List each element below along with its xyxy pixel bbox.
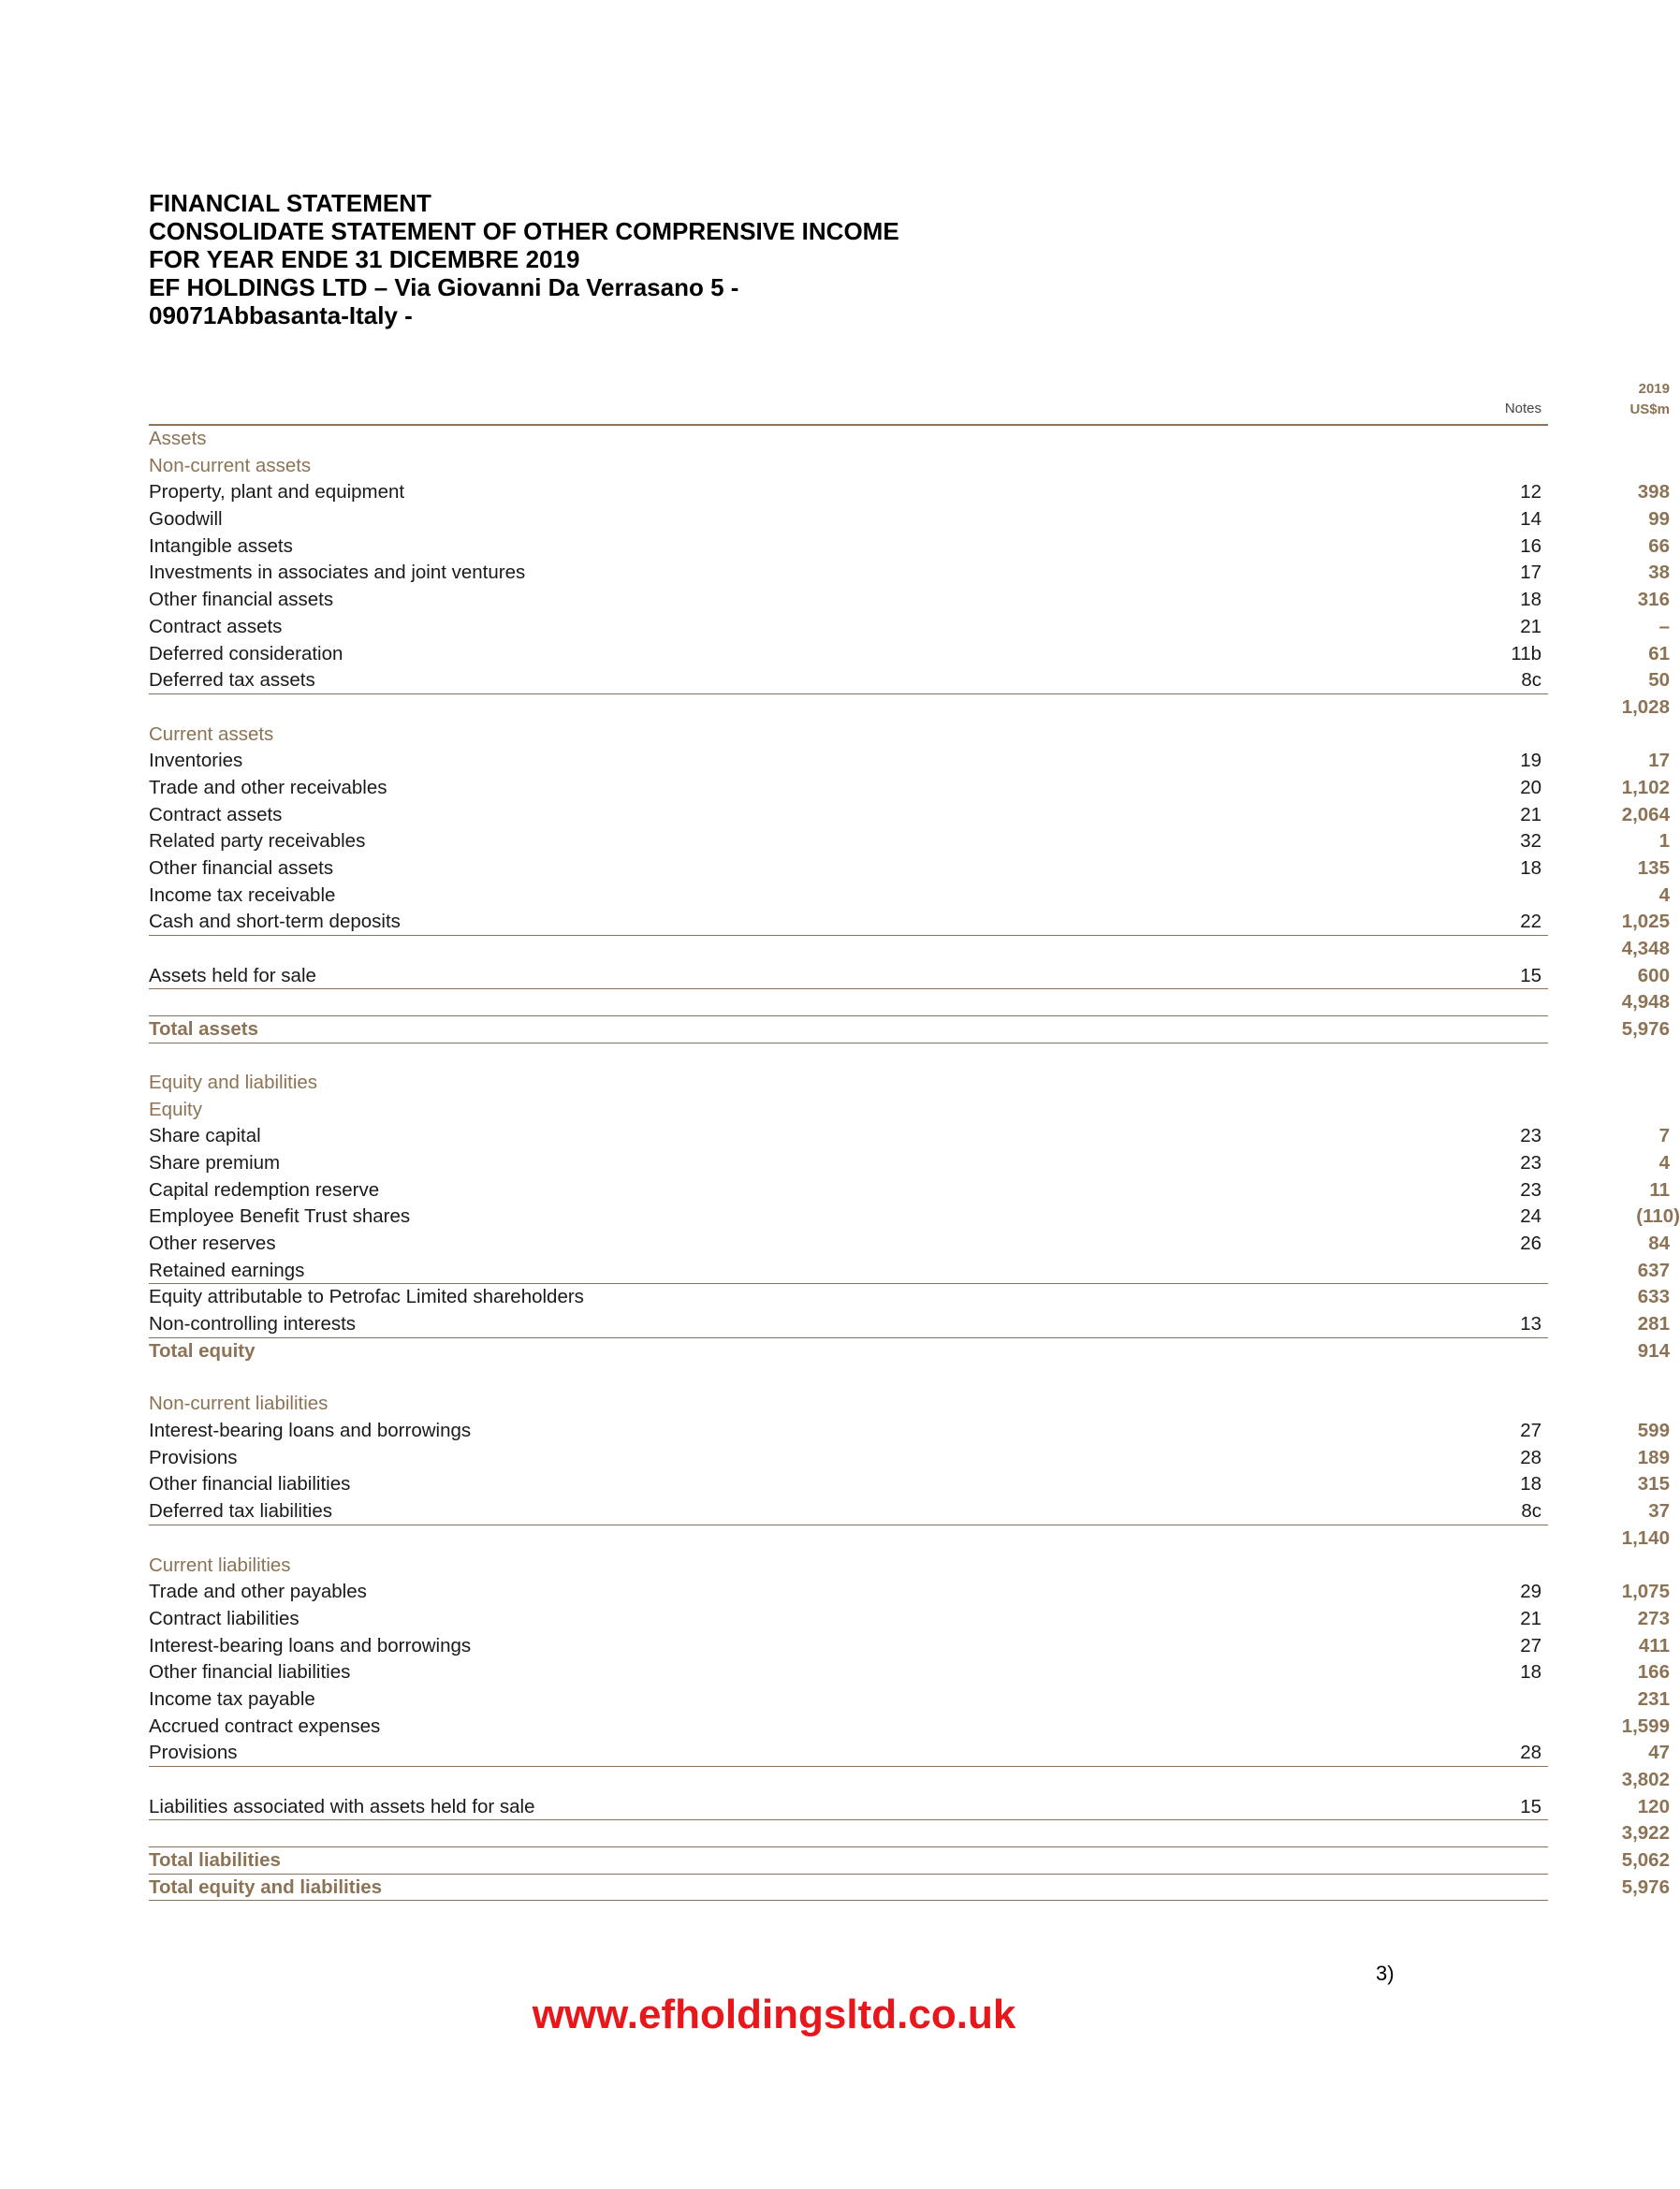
row-label: Share premium [149, 1151, 281, 1174]
table-row [149, 1311, 1670, 1338]
row-value: 17 [1648, 750, 1670, 772]
row-label: Current liabilities [149, 1554, 291, 1576]
row-label: Non-current assets [149, 454, 312, 476]
row-value: 1,102 [1621, 776, 1670, 798]
table-row [149, 479, 1670, 506]
row-value: 1,025 [1621, 911, 1670, 933]
row-value: 637 [1637, 1259, 1670, 1281]
row-label: Non-current liabilities [149, 1393, 329, 1415]
row-value: 135 [1637, 857, 1670, 879]
row-value: 5,062 [1621, 1849, 1670, 1872]
row-note: 28 [1520, 1742, 1541, 1764]
row-value: 231 [1637, 1687, 1670, 1710]
balance-sheet-table [149, 426, 1680, 1901]
row-label: Other financial liabilities [149, 1473, 351, 1496]
subtotal-row [149, 694, 1670, 722]
row-note: 23 [1520, 1151, 1541, 1174]
table-row [149, 1231, 1670, 1258]
year-column-header [1431, 379, 1670, 420]
table-row [149, 1633, 1670, 1660]
row-label: Investments in associates and joint ventures [149, 562, 526, 584]
total-liabilities-row [149, 1847, 1670, 1875]
table-row [149, 506, 1670, 533]
row-value: 1,599 [1621, 1715, 1670, 1737]
row-value: 1,140 [1621, 1526, 1670, 1549]
row-label: Provisions [149, 1446, 238, 1468]
table-row [149, 1284, 1670, 1311]
row-note: 17 [1520, 562, 1541, 584]
row-note: 21 [1520, 615, 1541, 637]
row-label: Total assets [149, 1018, 258, 1041]
spacer [149, 1043, 1548, 1070]
header-period: FOR YEAR ENDE 31 DICEMBRE 2019 [149, 245, 580, 273]
section-heading [149, 1097, 1548, 1124]
row-note: 23 [1520, 1125, 1541, 1147]
header-title: FINANCIAL STATEMENT [149, 189, 431, 217]
row-value: 2,064 [1621, 803, 1670, 825]
row-value: 37 [1648, 1500, 1670, 1523]
header-company-address: EF HOLDINGS LTD – Via Giovanni Da Verrasano 5 - [149, 273, 739, 301]
table-row [149, 775, 1670, 802]
row-value: 411 [1638, 1634, 1670, 1656]
row-label: Inventories [149, 750, 243, 772]
table-row [149, 1471, 1670, 1498]
row-value: 281 [1637, 1313, 1670, 1335]
row-label: Equity attributable to Petrofac Limited shareholders [149, 1286, 584, 1308]
table-row [149, 641, 1670, 668]
row-label: Other financial assets [149, 589, 334, 611]
table-row [149, 909, 1670, 936]
header-company-city: 09071Abbasanta-Italy - [149, 301, 413, 329]
subtotal-row [149, 1820, 1670, 1847]
row-label: Income tax payable [149, 1687, 315, 1710]
table-row [149, 1659, 1670, 1686]
row-label: Current assets [149, 722, 274, 745]
row-value: 120 [1637, 1795, 1670, 1817]
row-label: Other financial liabilities [149, 1661, 351, 1684]
section-heading [149, 722, 1548, 749]
table-row [149, 560, 1670, 587]
total-assets-row [149, 1016, 1670, 1043]
row-value: 633 [1637, 1286, 1670, 1308]
row-label: Share capital [149, 1125, 261, 1147]
row-note: 22 [1520, 911, 1541, 933]
row-note: 20 [1520, 776, 1541, 798]
table-row [149, 1123, 1670, 1150]
row-note: 32 [1520, 830, 1541, 853]
row-note: 26 [1520, 1232, 1541, 1254]
row-value: 4,948 [1621, 991, 1670, 1014]
row-value: 273 [1637, 1607, 1670, 1629]
row-value: 398 [1637, 481, 1670, 503]
row-label: Property, plant and equipment [149, 481, 405, 503]
table-row [149, 1740, 1670, 1767]
row-label: Other reserves [149, 1232, 276, 1254]
row-note: 18 [1520, 1661, 1541, 1684]
table-row [149, 855, 1670, 883]
row-label: Capital redemption reserve [149, 1178, 380, 1201]
row-label: Equity [149, 1098, 202, 1120]
table-row [149, 1204, 1680, 1231]
row-note: 27 [1520, 1420, 1541, 1442]
row-note: 21 [1520, 803, 1541, 825]
row-value: 4 [1658, 883, 1670, 906]
table-row [149, 1258, 1670, 1285]
table-row [149, 1418, 1670, 1445]
total-equity-and-liabilities-row [149, 1875, 1670, 1902]
row-value: 1,028 [1621, 695, 1670, 718]
row-label: Cash and short-term deposits [149, 911, 401, 933]
row-value: 5,976 [1621, 1875, 1670, 1898]
row-value: 600 [1637, 964, 1670, 986]
row-note: 23 [1520, 1178, 1541, 1201]
column-header [149, 379, 1670, 426]
row-note: 12 [1520, 481, 1541, 503]
row-note: 28 [1520, 1446, 1541, 1468]
subtotal-row [149, 1767, 1670, 1794]
table-row [149, 533, 1670, 561]
row-note: 8c [1521, 669, 1541, 692]
row-note: 16 [1520, 534, 1541, 557]
table-row [149, 1445, 1670, 1472]
footer-website-link[interactable]: www.efholdingsltd.co.uk [532, 1992, 1016, 2037]
row-value: 166 [1637, 1661, 1670, 1684]
table-row [149, 1150, 1670, 1177]
row-value: 315 [1637, 1473, 1670, 1496]
row-label: Employee Benefit Trust shares [149, 1205, 411, 1228]
total-equity-row [149, 1338, 1670, 1365]
row-value: 3,802 [1621, 1769, 1670, 1790]
row-value: 1,075 [1621, 1581, 1670, 1603]
row-value: 3,922 [1621, 1822, 1670, 1845]
header-statement-name: CONSOLIDATE STATEMENT OF OTHER COMPRENSIVE INCOME [149, 217, 899, 245]
row-note: 15 [1520, 964, 1541, 986]
table-row [149, 667, 1670, 694]
row-note: 24 [1520, 1205, 1541, 1228]
table-row [149, 748, 1670, 775]
table-row [149, 802, 1670, 829]
row-label: Other financial assets [149, 857, 334, 879]
row-note: 15 [1520, 1795, 1541, 1817]
subtotal-row [149, 1525, 1670, 1553]
section-heading [149, 1070, 1548, 1097]
row-label: Deferred tax liabilities [149, 1500, 332, 1523]
unit-label: US$m [1629, 401, 1670, 417]
row-label: Deferred tax assets [149, 669, 315, 692]
row-value: 50 [1648, 669, 1670, 692]
row-value: – [1658, 615, 1670, 637]
row-label: Related party receivables [149, 830, 366, 853]
row-note: 18 [1520, 1473, 1541, 1496]
row-note: 13 [1520, 1313, 1541, 1335]
table-row [149, 587, 1670, 614]
row-label: Equity and liabilities [149, 1071, 318, 1093]
row-label: Trade and other receivables [149, 776, 387, 798]
row-note: 11b [1511, 642, 1541, 664]
row-note: 8c [1521, 1500, 1541, 1523]
subtotal-row [149, 936, 1670, 963]
spacer [149, 1364, 1548, 1391]
row-note: 18 [1520, 857, 1541, 879]
row-value: 1 [1658, 830, 1670, 853]
row-label: Goodwill [149, 508, 223, 531]
row-label: Interest-bearing loans and borrowings [149, 1420, 472, 1442]
table-row [149, 828, 1670, 855]
row-value: 7 [1658, 1125, 1670, 1147]
page-number: 3) [1376, 1962, 1395, 1985]
row-label: Contract assets [149, 615, 283, 637]
table-row [149, 883, 1670, 910]
section-heading [149, 1553, 1548, 1580]
row-label: Interest-bearing loans and borrowings [149, 1634, 472, 1656]
table-row [149, 1794, 1670, 1821]
row-label: Income tax receivable [149, 883, 336, 906]
table-row [149, 1498, 1670, 1525]
table-row [149, 614, 1670, 641]
row-label: Retained earnings [149, 1259, 305, 1281]
row-note: 14 [1520, 508, 1541, 531]
table-row [149, 1177, 1670, 1204]
row-value: 38 [1648, 562, 1670, 584]
row-label: Accrued contract expenses [149, 1715, 381, 1737]
notes-column-header: Notes [1504, 401, 1541, 416]
subtotal-row [149, 989, 1670, 1016]
row-label: Provisions [149, 1742, 238, 1764]
row-note: 19 [1520, 750, 1541, 772]
document-header [149, 189, 1272, 329]
row-label: Total liabilities [149, 1849, 281, 1872]
row-value: 5,976 [1621, 1018, 1670, 1041]
row-label: Trade and other payables [149, 1581, 367, 1603]
row-value: 66 [1648, 534, 1670, 557]
row-value: 4,348 [1621, 938, 1670, 960]
row-value: 599 [1637, 1420, 1670, 1442]
row-label: Total equity [149, 1339, 256, 1362]
row-label: Liabilities associated with assets held for sale [149, 1795, 535, 1817]
row-label: Contract assets [149, 803, 283, 825]
row-label: Assets held for sale [149, 964, 316, 986]
table-row [149, 1606, 1670, 1633]
row-value: 316 [1637, 589, 1670, 611]
table-row [149, 963, 1670, 990]
row-value: (110) [1636, 1205, 1680, 1228]
row-label: Deferred consideration [149, 642, 343, 664]
row-label: Contract liabilities [149, 1607, 299, 1629]
row-value: 189 [1637, 1446, 1670, 1468]
row-value: 99 [1648, 508, 1670, 531]
row-label: Intangible assets [149, 534, 293, 557]
row-label: Non-controlling interests [149, 1313, 357, 1335]
row-note: 29 [1520, 1581, 1541, 1603]
row-value: 47 [1648, 1742, 1670, 1764]
section-heading [149, 453, 1548, 480]
row-value: 11 [1649, 1178, 1670, 1201]
table-row [149, 1686, 1670, 1714]
table-row [149, 1579, 1670, 1606]
row-note: 21 [1520, 1607, 1541, 1629]
table-row [149, 1714, 1670, 1741]
row-label: Assets [149, 428, 207, 449]
section-heading [149, 1391, 1548, 1418]
row-value: 84 [1648, 1232, 1670, 1254]
year-label: 2019 [1638, 381, 1670, 397]
row-note: 18 [1520, 589, 1541, 611]
row-value: 914 [1637, 1339, 1670, 1362]
row-note: 27 [1520, 1634, 1541, 1656]
row-label: Total equity and liabilities [149, 1875, 383, 1898]
section-heading [149, 426, 1548, 453]
row-value: 4 [1658, 1151, 1670, 1174]
row-value: 61 [1648, 642, 1670, 664]
